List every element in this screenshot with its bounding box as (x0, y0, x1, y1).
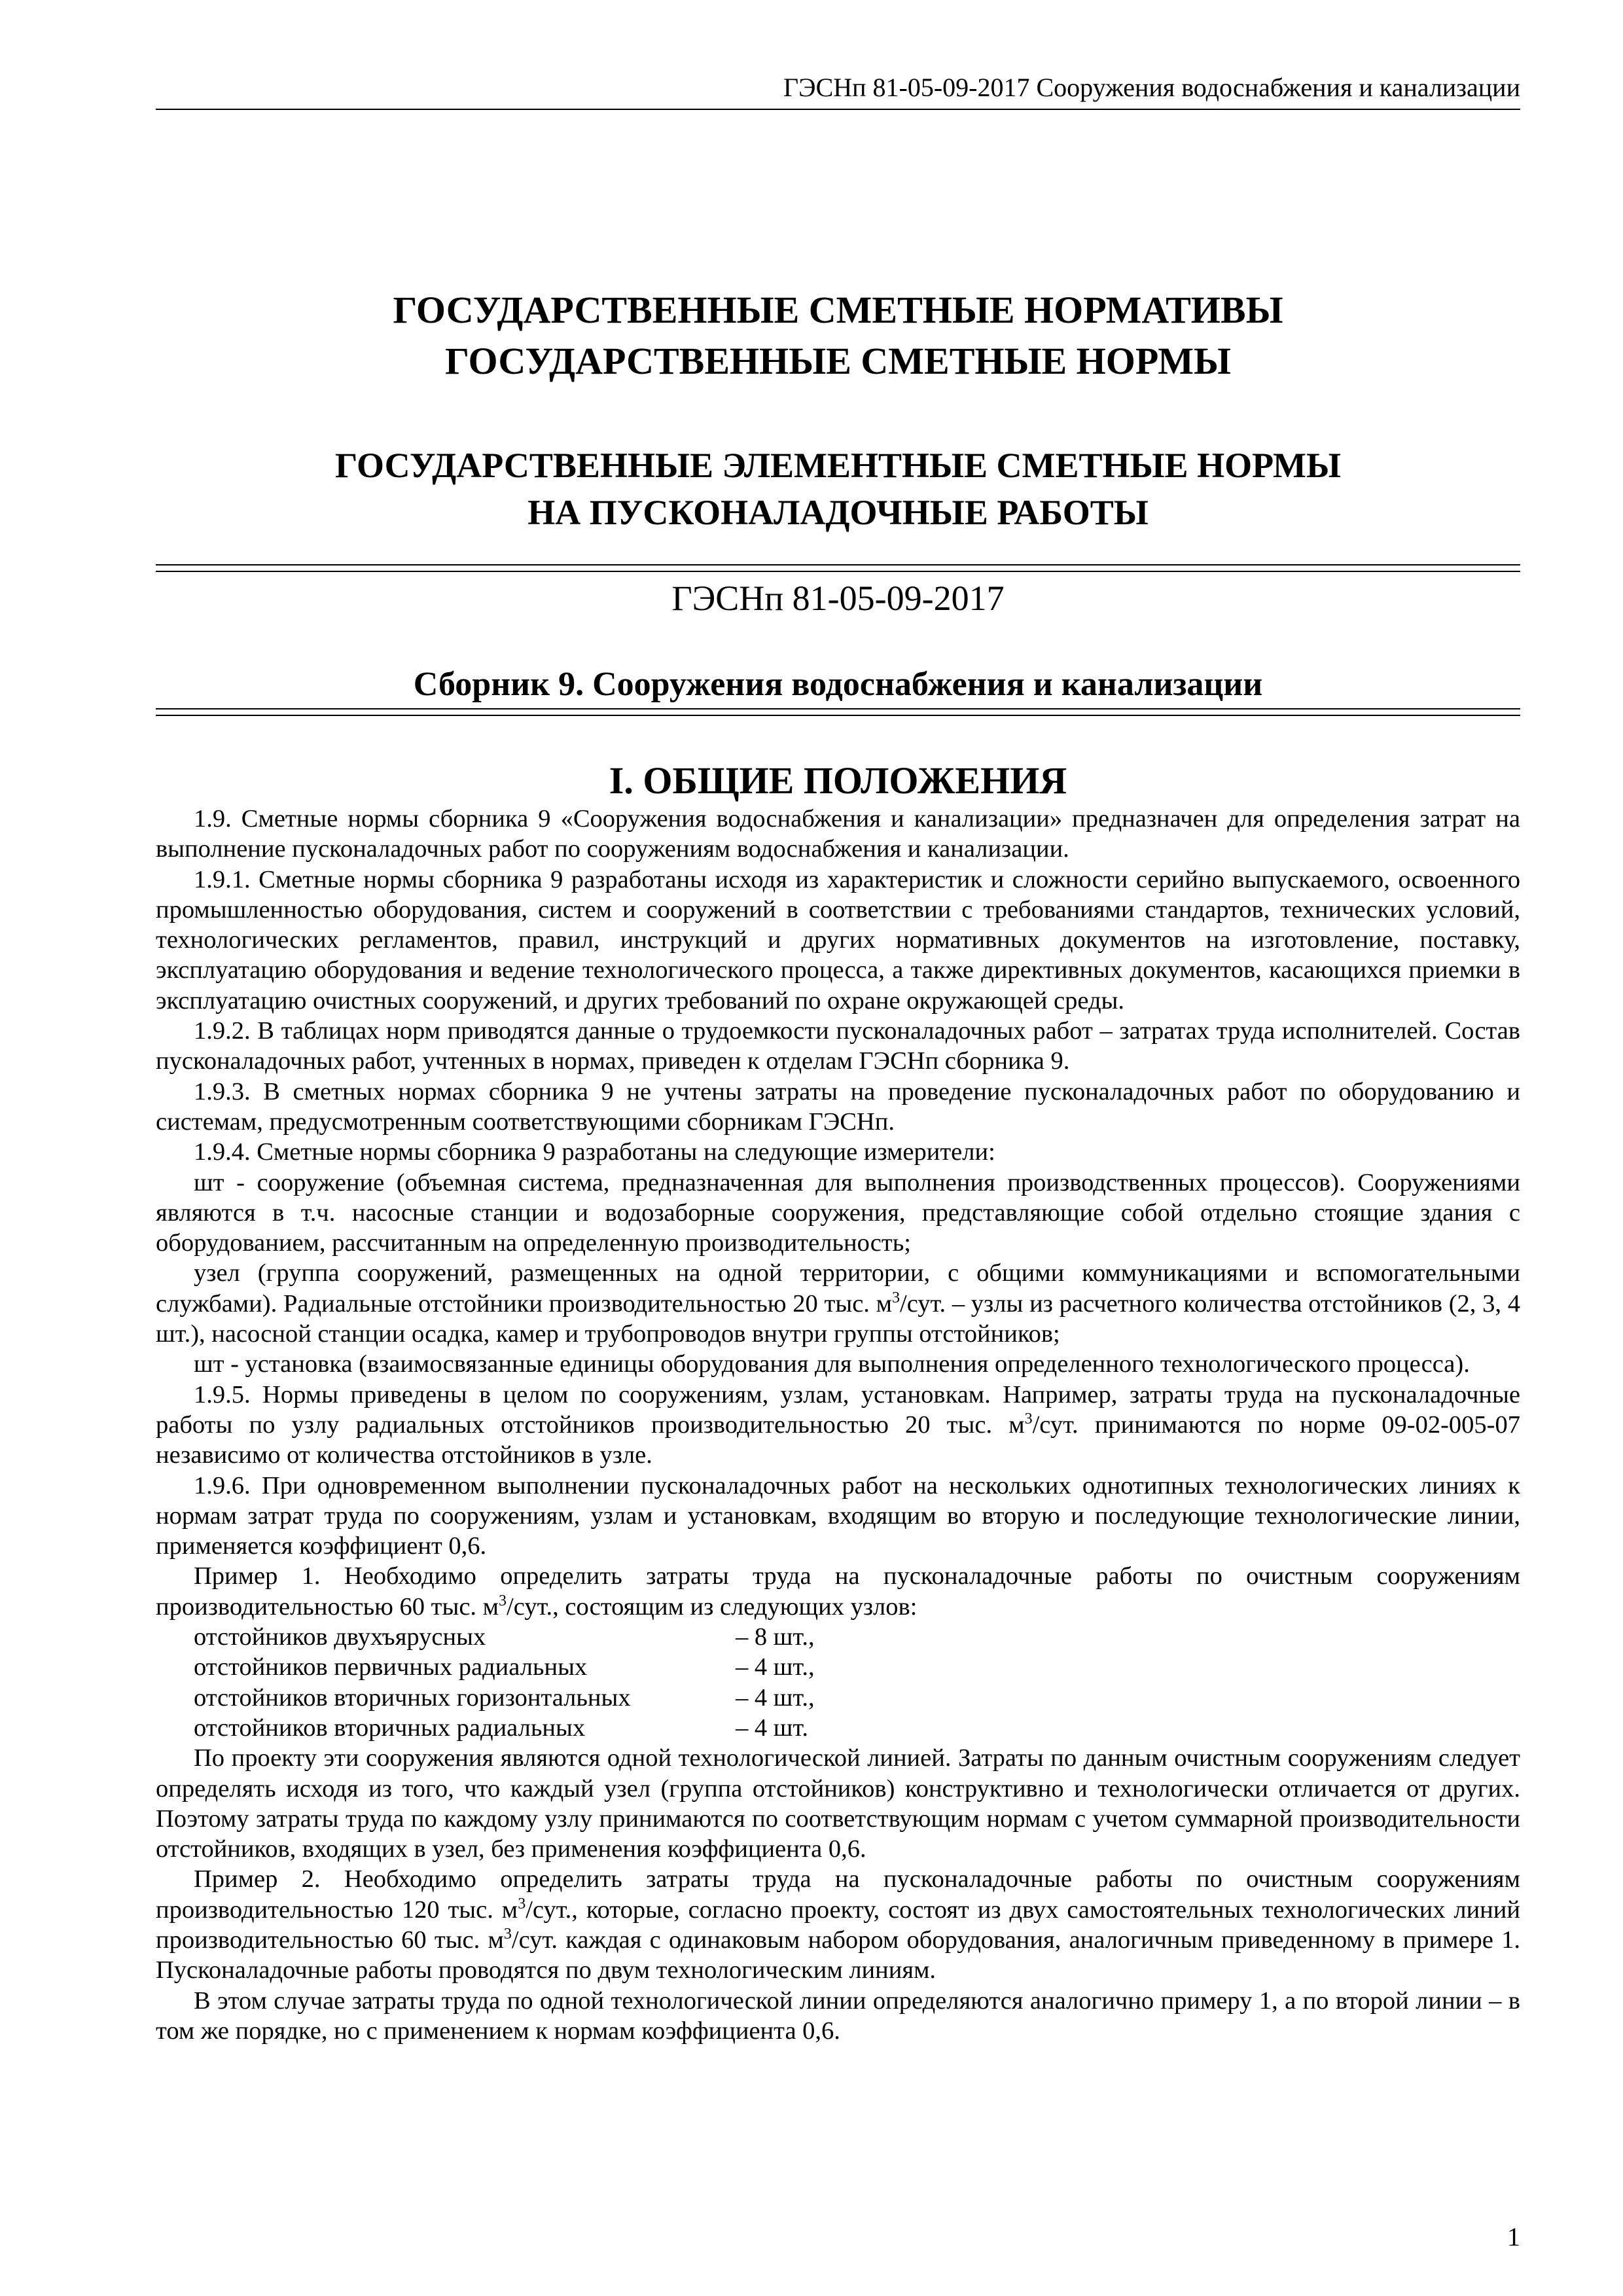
list-item-value: – 4 шт., (736, 1683, 815, 1712)
title-line-3: ГОСУДАРСТВЕННЫЕ ЭЛЕМЕНТНЫЕ СМЕТНЫЕ НОРМЫ (334, 446, 1342, 485)
list-item-value: – 4 шт. (736, 1713, 808, 1742)
paragraph-1-9-6: 1.9.6. При одновременном выполнении пусконаладочных работ на нескольких однотипных технологических линиях к нормам затрат труда по сооружениям, узлам и установкам, входящим во вторую и последующие технологические линии, применяется коэффициент 0,6. (156, 1471, 1520, 1560)
running-header: ГЭСНп 81-05-09-2017 Сооружения водоснабжения и канализации (783, 73, 1520, 102)
list-item (156, 1713, 1520, 1743)
text-run: 1.9.5. Нормы приведены в целом по сооружениям, узлам, установкам. Например, затраты труда на пусконаладочные работы по узлу радиальных отстойников производительностью 20 тыс. м (156, 1380, 1520, 1439)
header-rule (156, 109, 1520, 110)
list-item (156, 1683, 1520, 1713)
document-code: ГЭСНп 81-05-09-2017 (671, 579, 1005, 618)
list-item (156, 1652, 1520, 1682)
list-item-label: отстойников двухъярусных (194, 1623, 486, 1651)
superscript: 3 (1024, 1410, 1033, 1427)
main-title-block (156, 285, 1520, 387)
text-run: узел (группа сооружений, размещенных на одной территории, с общими коммуникациями и вспомогательными службами). Радиальные отстойники производительностью 20 тыс. м (156, 1259, 1520, 1318)
superscript: 3 (892, 1289, 901, 1306)
superscript: 3 (518, 1895, 526, 1912)
double-rule-bottom (156, 708, 1520, 716)
text-run: Пример 2. Необходимо определить затраты труда на пусконаладочные работы по очистным сооружениям производительностью 120 тыс. м (156, 1865, 1520, 1924)
paragraph-1-9-4: 1.9.4. Сметные нормы сборника 9 разработаны на следующие измерители: (194, 1138, 995, 1166)
paragraph-example-1-explanation: По проекту эти сооружения являются одной технологической линией. Затраты по данным очистным сооружениям следует определять исходя из того, что каждый узел (группа отстойников) конструктивно и технологически отличается от других. Поэтому затраты труда по каждому узлу принимаются по соответствующим нормам с учетом суммарной производительности отстойников, входящих в узел, без применения коэффициента 0,6. (156, 1744, 1520, 1863)
title-line-1: ГОСУДАРСТВЕННЫЕ СМЕТНЫЕ НОРМАТИВЫ (393, 289, 1283, 331)
paragraph-1-9: 1.9. Сметные нормы сборника 9 «Сооружения водоснабжения и канализации» предназначен для определения затрат на выполнение пусконаладочных работ по сооружениям водоснабжения и канализации. (156, 805, 1520, 863)
text-run: /сут., состоящим из следующих узлов: (507, 1592, 918, 1621)
list-item-label: отстойников первичных радиальных (194, 1653, 588, 1681)
nodes-list (156, 1622, 1520, 1743)
paragraph-example-2-explanation: В этом случае затраты труда по одной технологической линии определяются аналогично примеру 1, а по второй линии – в том же порядке, но с применением к нормам коэффициента 0,6. (156, 1986, 1520, 2045)
paragraph-example-1 (156, 1561, 1520, 1622)
list-item-label: отстойников вторичных горизонтальных (194, 1683, 631, 1712)
text-run: /сут. принимаются по норме 09-02-005-07 независимо от количества отстойников в узле. (156, 1410, 1520, 1469)
list-item-value: – 4 шт., (736, 1653, 815, 1681)
paragraph-1-9-5 (156, 1380, 1520, 1471)
subtitle-block (156, 442, 1520, 536)
text-run: /сут., которые, согласно проекту, состоят из двух самостоятельных технологических линий производительностью 60 тыс. м (156, 1895, 1520, 1954)
text-run: /сут. – узлы из расчетного количества отстойников (2, 3, 4 шт.), насосной станции осадка, камер и трубопроводов внутри группы отстойников; (156, 1289, 1520, 1348)
superscript: 3 (503, 1925, 512, 1943)
paragraph-unit-structure: шт - сооружение (объемная система, предназначенная для выполнения производственных процессов). Сооружениями являются в т.ч. насосные станции и водозаборные сооружения, представляющие собой отдельно стоящие здания с оборудованием, рассчитанным на определенную производительность; (156, 1168, 1520, 1257)
list-item-value: – 8 шт., (736, 1623, 815, 1651)
paragraph-1-9-1: 1.9.1. Сметные нормы сборника 9 разработаны исходя из характеристик и сложности серийно выпускаемого, освоенного промышленностью оборудования, систем и сооружений в соответствии с требованиями стандартов, технических условий, технологических регламентов, правил, инструкций и других нормативных документов на изготовление, поставку, эксплуатацию оборудования и ведение технологического процесса, а также директивных документов, касающихся приемки в эксплуатацию очистных сооружений, и других требований по охране окружающей среды. (156, 865, 1520, 1014)
title-line-2: ГОСУДАРСТВЕННЫЕ СМЕТНЫЕ НОРМЫ (445, 340, 1231, 382)
paragraph-unit-installation: шт - установка (взаимосвязанные единицы оборудования для выполнения определенного технологического процесса). (194, 1350, 1470, 1378)
title-line-4: НА ПУСКОНАЛАДОЧНЫЕ РАБОТЫ (527, 493, 1149, 532)
text-run: /сут. каждая с одинаковым набором оборудования, аналогичным приведенному в примере 1. Пусконаладочные работы проводятся по двум технологическим линиям. (156, 1926, 1520, 1984)
section-heading: I. ОБЩИЕ ПОЛОЖЕНИЯ (609, 759, 1067, 802)
page-number: 1 (1507, 2222, 1520, 2251)
text-run: Пример 1. Необходимо определить затраты труда на пусконаладочные работы по очистным сооружениям производительностью 60 тыс. м (156, 1562, 1520, 1621)
list-item-label: отстойников вторичных радиальных (194, 1713, 586, 1742)
paragraph-1-9-3: 1.9.3. В сметных нормах сборника 9 не учтены затраты на проведение пусконаладочных работ по оборудованию и системам, предусмотренным соответствующими сборникам ГЭСНп. (156, 1077, 1520, 1136)
body-text (156, 804, 1520, 2046)
paragraph-example-2 (156, 1864, 1520, 1985)
list-item (156, 1622, 1520, 1652)
collection-title: Сборник 9. Сооружения водоснабжения и канализации (413, 666, 1263, 703)
double-rule-top (156, 564, 1520, 572)
superscript: 3 (499, 1592, 507, 1609)
paragraph-1-9-2: 1.9.2. В таблицах норм приводятся данные о трудоемкости пусконаладочных работ – затратах труда исполнителей. Состав пусконаладочных работ, учтенных в нормах, приведен к отделам ГЭСНп сборника 9. (156, 1017, 1520, 1075)
paragraph-unit-node (156, 1258, 1520, 1349)
